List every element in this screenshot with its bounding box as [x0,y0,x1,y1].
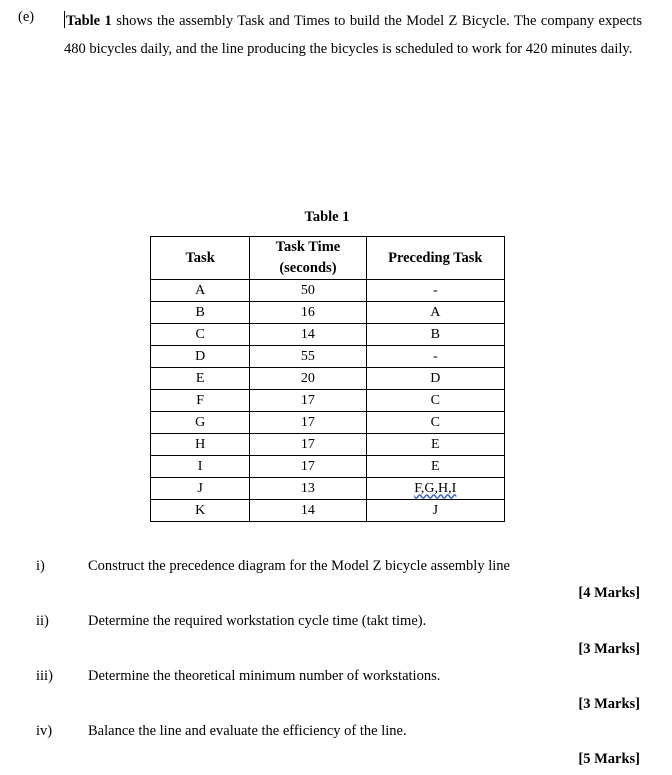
cell-time: 17 [250,434,366,456]
cell-task: A [151,280,250,302]
cell-preceding: D [366,368,504,390]
table-row [151,280,505,302]
cell-preceding: A [366,302,504,324]
cell-preceding: - [366,346,504,368]
cell-time: 17 [250,390,366,412]
header-task: Task [151,237,250,280]
table-row [151,324,505,346]
cell-time: 16 [250,302,366,324]
cell-time: 14 [250,500,366,522]
cell-task: G [151,412,250,434]
cell-time: 17 [250,412,366,434]
cell-time: 50 [250,280,366,302]
cell-time: 20 [250,368,366,390]
cell-task: D [151,346,250,368]
cell-task: J [151,478,250,500]
intro-paragraph [64,8,642,63]
cell-preceding: E [366,456,504,478]
question-marks: [4 Marks] [578,585,640,601]
question-text: Determine the theoretical minimum number of workstations. [88,668,441,684]
question-number: iv) [36,723,53,739]
intro-text: shows the assembly Task and Times to build the Model Z Bicycle. The company expects 480 bicycles daily, and the line producing the bicycles is scheduled to work for 420 minutes daily. [64,13,642,57]
cell-preceding: - [366,280,504,302]
header-task-time [250,237,366,280]
question-marks: [3 Marks] [578,696,640,712]
cell-task: B [151,302,250,324]
cell-preceding [366,478,504,500]
cell-task: H [151,434,250,456]
question-marks: [3 Marks] [578,641,640,657]
table-row [151,390,505,412]
cell-task: E [151,368,250,390]
question-text: Balance the line and evaluate the efficiency of the line. [88,723,407,739]
header-task-time-line2: (seconds) [279,260,337,276]
cell-time: 55 [250,346,366,368]
header-preceding-task: Preceding Task [366,237,504,280]
question-number: i) [36,558,45,574]
question-text: Construct the precedence diagram for the Model Z bicycle assembly line [88,558,510,574]
spellcheck-underlined-text: F,G,H,I [414,480,457,496]
table-row [151,368,505,390]
cell-time: 17 [250,456,366,478]
table-row [151,478,505,500]
cell-time: 14 [250,324,366,346]
part-label: (e) [18,9,35,25]
cell-time: 13 [250,478,366,500]
question-number: iii) [36,668,53,684]
table-row [151,412,505,434]
cell-preceding: C [366,390,504,412]
text-cursor [64,11,65,28]
question-text: Determine the required workstation cycle time (takt time). [88,613,427,629]
cell-task: C [151,324,250,346]
intro-table-reference: Table 1 [66,13,112,29]
table-row [151,434,505,456]
task-table [150,236,505,522]
table-row [151,456,505,478]
header-task-time-line1: Task Time [275,239,341,255]
table-row [151,500,505,522]
question-marks: [5 Marks] [578,751,640,767]
table-header-row [151,237,505,280]
table-row [151,346,505,368]
cell-task: F [151,390,250,412]
cell-preceding: B [366,324,504,346]
cell-preceding: E [366,434,504,456]
cell-task: I [151,456,250,478]
cell-task: K [151,500,250,522]
table-caption: Table 1 [304,209,350,225]
question-number: ii) [36,613,49,629]
cell-preceding: C [366,412,504,434]
table-row [151,302,505,324]
cell-preceding: J [366,500,504,522]
